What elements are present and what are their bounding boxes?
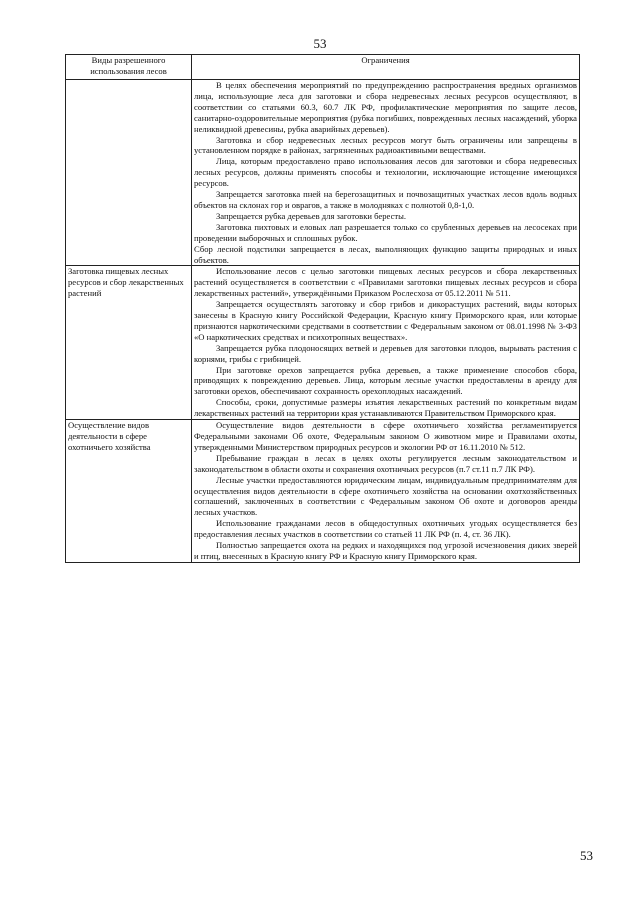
restriction-paragraph: Использование гражданами лесов в общедоступных охотничьих угодьях осуществляется без предоставления лесных участков в соответствии со статьей 11 ЛК РФ (п. 4, ст. 36 ЛК). (194, 518, 577, 540)
restrictions-cell (192, 266, 580, 420)
table-row (66, 266, 580, 420)
restriction-paragraph: Запрещается заготовка пней на берегозащитных и почвозащитных участках лесов вдоль водных объектов на склонах гор и оврагов, а также в молодняках с полнотой 0,8-1,0. (194, 189, 577, 210)
restriction-paragraph: Полностью запрещается охота на редких и находящихся под угрозой исчезновения диких зверей и птиц, внесенных в Красную книгу РФ и Красную книгу Приморского края. (194, 540, 577, 561)
table-row (66, 80, 580, 266)
restriction-paragraph: Заготовка и сбор недревесных лесных ресурсов могут быть ограничены или запрещены в установленном порядке в районах, загрязненных радиоактивными веществами. (194, 134, 577, 156)
restriction-paragraph: Заготовка пихтовых и еловых лап разрешается только со срубленных деревьев на лесосеках при проведении выборочных и сплошных рубок. (194, 221, 577, 243)
restriction-paragraph: В целях обеспечения мероприятий по предупреждению распространения вредных организмов лица, использующие леса для заготовки и сбора недревесных лесных ресурсов осуществляют, в соответствии со статьями 60.3, 60.7 ЛК РФ, профилактические мероприятия по защите лесов, санитарно-оздоровительные мероприятия (рубка погибших, поврежденных лесных насаждений, уборка неликвидной древесины, рубка аварийных деревьев). (194, 80, 577, 134)
table-row (66, 420, 580, 563)
restriction-paragraph: Осуществление видов деятельности в сфере охотничьего хозяйства регламентируется Федеральными законами Об охоте, Федеральным законом О животном мире и Правилами охоты, утвержденными Министерством природных ресурсов и экологии РФ от 16.11.2010 № 512. (194, 420, 577, 452)
forest-use-type-cell: Заготовка пищевых лесных ресурсов и сбор лекарственных растений (66, 266, 192, 420)
page-number-top: 53 (313, 36, 327, 51)
header-forest-use-types: Виды разрешенного использования лесов (66, 55, 192, 80)
restriction-paragraph: Лесные участки предоставляются юридическим лицам, индивидуальным предпринимателям для осуществления видов деятельности в сфере охотничьего хозяйства на основании охотхозяйственных соглашений, заключенных в соответствии с Федеральным законом Об охоте и договоров аренды лесных участков. (194, 474, 577, 518)
restriction-paragraph: Запрещается осуществлять заготовку и сбор грибов и дикорастущих растений, виды которых занесены в Красную книгу Российской Федерации, Красную книгу Приморского края, или которые признаются наркотическими средствами в соответствии с Федеральным законом от 08.01.1998 № 3-ФЗ «О наркотических средствах и психотропных веществах». (194, 299, 577, 342)
restriction-paragraph: Запрещается рубка плодоносящих ветвей и деревьев для заготовки плодов, вырывать растения с корнями, грибы с грибницей. (194, 342, 577, 364)
restriction-paragraph: Пребывание граждан в лесах в целях охоты регулируется лесным законодательством и законодательством в области охоты и сохранения охотничьих ресурсов (п.7 ст.11 п.7 ЛК РФ). (194, 452, 577, 474)
forest-use-type-cell (66, 80, 192, 266)
restrictions-cell (192, 80, 580, 266)
restrictions-table (65, 54, 580, 563)
restriction-paragraph: Запрещается рубка деревьев для заготовки бересты. (216, 210, 407, 221)
page-number-bottom: 53 (580, 848, 593, 863)
table-header-row (66, 55, 580, 80)
restriction-paragraph: Лица, которым предоставлено право использования лесов для заготовки и сбора недревесных лесных ресурсов, должны применять способы и технологии, исключающие истощение имеющихся ресурсов. (194, 156, 577, 189)
restriction-paragraph: При заготовке орехов запрещается рубка деревьев, а также применение способов сбора, приводящих к повреждению деревьев. Лица, которым лесные участки предоставлены в аренду для заготовки орехов, обеспечивают сохранность орехоплодных насаждений. (194, 364, 577, 397)
restriction-paragraph: Использование лесов с целью заготовки пищевых лесных ресурсов и сбора лекарственных растений осуществляется в соответствии с «Правилами заготовки пищевых лесных ресурсов и сбора лекарственных растений», утверждёнными Приказом Рослесхоза от 05.12.2011 № 511. (194, 266, 577, 299)
restrictions-cell (192, 420, 580, 563)
restriction-paragraph: Сбор лесной подстилки запрещается в лесах, выполняющих функцию защиты природных и иных объектов. (194, 243, 577, 265)
header-restrictions: Ограничения (192, 55, 580, 80)
table-body (66, 80, 580, 563)
restriction-paragraph: Способы, сроки, допустимые размеры изъятия лекарственных растений по конкретным видам лекарственных растений на территории края устанавливаются Правительством Приморского края. (194, 397, 577, 419)
forest-use-type-cell: Осуществление видов деятельности в сфере охотничьего хозяйства (66, 420, 192, 563)
